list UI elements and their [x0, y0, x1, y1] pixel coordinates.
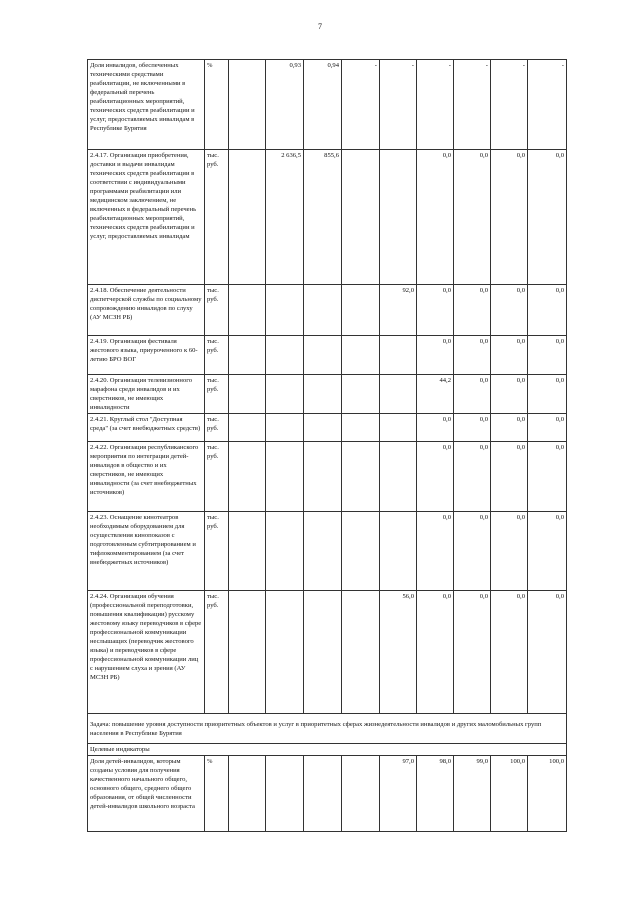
page-number: 7: [318, 22, 322, 31]
row-name: 2.4.17. Организация приобретения, доставки и выдачи инвалидам технических средств реабилитации в соответствии с индивидуальными программами реабилитации или медицинском заключением, не включенных в федеральный перечень реабилитационных мероприятий, технических средств реабилитации и услуг, предоставляемых инвалидам: [88, 150, 205, 285]
value-cell: 0,0: [417, 442, 454, 512]
value-cell: 0,0: [528, 591, 567, 714]
value-cell: [266, 756, 304, 832]
value-cell: [229, 150, 266, 285]
value-cell: 0,0: [454, 285, 491, 336]
value-cell: 0,0: [528, 414, 567, 442]
table-row: [88, 591, 567, 714]
value-cell: 98,0: [417, 756, 454, 832]
value-cell: 92,0: [380, 285, 417, 336]
value-cell: -: [491, 60, 528, 150]
value-cell: [380, 512, 417, 591]
row-name: Доля детей-инвалидов, которым созданы условия для получения качественного начального общего, основного общего, среднего общего образования, от общей численности детей-инвалидов школьного возраста: [88, 756, 205, 832]
value-cell: [304, 512, 342, 591]
row-name: 2.4.23. Оснащение кинотеатров необходимым оборудованием для осуществления кинопоказов с подготовленным субтитрированием и тифлокомментированием (за счет внебюджетных источников): [88, 512, 205, 591]
value-cell: [304, 756, 342, 832]
value-cell: [266, 414, 304, 442]
value-cell: 0,0: [491, 150, 528, 285]
value-cell: 0,0: [491, 285, 528, 336]
value-cell: [229, 60, 266, 150]
value-cell: [342, 150, 380, 285]
value-cell: 0,0: [528, 150, 567, 285]
value-cell: 100,0: [491, 756, 528, 832]
value-cell: -: [454, 60, 491, 150]
value-cell: 0,0: [491, 591, 528, 714]
row-unit: тыс. руб.: [205, 512, 229, 591]
table-row: [88, 60, 567, 150]
row-name: 2.4.20. Организация телевизионного марафона среди инвалидов и их сверстников, не имеющих инвалидности: [88, 375, 205, 414]
value-cell: [342, 414, 380, 442]
value-cell: [266, 442, 304, 512]
value-cell: [342, 756, 380, 832]
value-cell: [380, 414, 417, 442]
value-cell: 44,2: [417, 375, 454, 414]
row-unit: %: [205, 60, 229, 150]
row-name: 2.4.21. Круглый стол "Доступная среда" (за счет внебюджетных средств): [88, 414, 205, 442]
value-cell: -: [528, 60, 567, 150]
value-cell: 0,0: [528, 336, 567, 375]
value-cell: 0,0: [491, 512, 528, 591]
value-cell: 0,0: [528, 512, 567, 591]
value-cell: [380, 336, 417, 375]
row-unit: тыс. руб.: [205, 375, 229, 414]
value-cell: [342, 336, 380, 375]
value-cell: 99,0: [454, 756, 491, 832]
value-cell: [229, 336, 266, 375]
row-name: 2.4.19. Организация фестиваля жестового языка, приуроченного к 60-летию БРО ВОГ: [88, 336, 205, 375]
row-unit: тыс. руб.: [205, 414, 229, 442]
value-cell: 0,0: [454, 512, 491, 591]
value-cell: [342, 375, 380, 414]
table-row: [88, 150, 567, 285]
value-cell: 0,0: [491, 336, 528, 375]
row-name: 2.4.24. Организация обучения (профессиональной переподготовки, повышения квалификации) русскому жестовому языку переводчиков в сфере профессиональной коммуникации неслышащих (переводчик жестового языка) и переводчиков в сфере профессиональной коммуникации лиц с нарушением слуха и зрения (АУ МСЗН РБ): [88, 591, 205, 714]
value-cell: 0,0: [417, 150, 454, 285]
table-row: [88, 442, 567, 512]
value-cell: 56,0: [380, 591, 417, 714]
value-cell: 0,0: [454, 336, 491, 375]
value-cell: [266, 336, 304, 375]
value-cell: [229, 591, 266, 714]
value-cell: [229, 512, 266, 591]
value-cell: [229, 375, 266, 414]
value-cell: -: [342, 60, 380, 150]
value-cell: [304, 336, 342, 375]
value-cell: 0,0: [417, 512, 454, 591]
table-row: [88, 375, 567, 414]
value-cell: 0,0: [491, 375, 528, 414]
row-unit: тыс. руб.: [205, 591, 229, 714]
indicators-heading-row: [88, 744, 567, 756]
value-cell: [229, 285, 266, 336]
value-cell: 100,0: [528, 756, 567, 832]
row-unit: тыс. руб.: [205, 285, 229, 336]
value-cell: 0,0: [454, 375, 491, 414]
value-cell: [304, 591, 342, 714]
value-cell: [304, 414, 342, 442]
value-cell: 2 636,5: [266, 150, 304, 285]
table-row: [88, 756, 567, 832]
indicators-heading: Целевые индикаторы: [88, 744, 567, 756]
value-cell: 0,0: [491, 414, 528, 442]
value-cell: [380, 442, 417, 512]
value-cell: [229, 442, 266, 512]
indicators-table: [87, 59, 567, 832]
value-cell: [229, 756, 266, 832]
row-name: 2.4.18. Обеспечение деятельности диспетчерской службы по социальному сопровождению инвалидов по слуху (АУ МСЗН РБ): [88, 285, 205, 336]
value-cell: -: [417, 60, 454, 150]
value-cell: 0,0: [491, 442, 528, 512]
row-unit: тыс. руб.: [205, 150, 229, 285]
value-cell: [304, 442, 342, 512]
value-cell: [342, 285, 380, 336]
table-row: [88, 285, 567, 336]
value-cell: [266, 512, 304, 591]
value-cell: [304, 285, 342, 336]
value-cell: -: [380, 60, 417, 150]
value-cell: 0,0: [454, 442, 491, 512]
value-cell: [229, 414, 266, 442]
task-text: Задача: повышение уровня доступности приоритетных объектов и услуг в приоритетных сферах жизнедеятельности инвалидов и других маломобильных групп населения в Республике Бурятия: [88, 714, 567, 744]
row-name: 2.4.22. Организация республиканского мероприятия по интеграции детей-инвалидов в общество и их сверстников, не имеющих инвалидности (за счет внебюджетных источников): [88, 442, 205, 512]
value-cell: 0,93: [266, 60, 304, 150]
row-unit: тыс. руб.: [205, 336, 229, 375]
value-cell: [266, 285, 304, 336]
row-unit: %: [205, 756, 229, 832]
value-cell: 0,94: [304, 60, 342, 150]
value-cell: 0,0: [417, 336, 454, 375]
row-unit: тыс. руб.: [205, 442, 229, 512]
table-row: [88, 512, 567, 591]
table-row: [88, 336, 567, 375]
value-cell: 0,0: [528, 285, 567, 336]
value-cell: 0,0: [454, 414, 491, 442]
value-cell: 0,0: [528, 375, 567, 414]
table-row: [88, 414, 567, 442]
value-cell: [342, 591, 380, 714]
value-cell: [380, 375, 417, 414]
value-cell: [342, 512, 380, 591]
value-cell: [304, 375, 342, 414]
value-cell: [266, 375, 304, 414]
value-cell: 0,0: [417, 414, 454, 442]
value-cell: 0,0: [417, 285, 454, 336]
value-cell: 0,0: [528, 442, 567, 512]
value-cell: [380, 150, 417, 285]
value-cell: 97,0: [380, 756, 417, 832]
value-cell: [342, 442, 380, 512]
value-cell: 0,0: [454, 591, 491, 714]
value-cell: 855,6: [304, 150, 342, 285]
task-row: [88, 714, 567, 744]
row-name: Доля инвалидов, обеспеченных техническими средствами реабилитации, не включенными в федеральный перечень реабилитационных мероприятий, технических средств реабилитации и услуг, предоставляемых инвалидам в Республике Бурятия: [88, 60, 205, 150]
value-cell: 0,0: [454, 150, 491, 285]
value-cell: [266, 591, 304, 714]
value-cell: 0,0: [417, 591, 454, 714]
